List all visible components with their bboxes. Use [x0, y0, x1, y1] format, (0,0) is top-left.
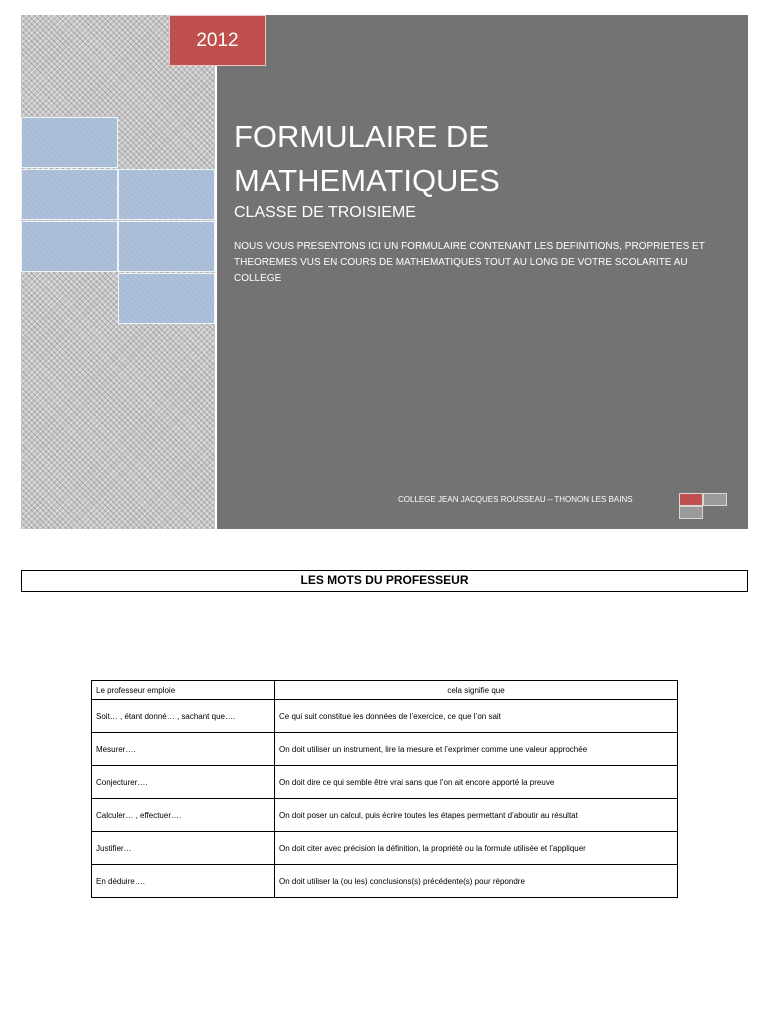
decorative-tile: [118, 273, 215, 324]
document-subtitle: CLASSE DE TROISIEME: [234, 204, 416, 221]
document-description: NOUS VOUS PRESENTONS ICI UN FORMULAIRE CONTENANT LES DEFINITIONS, PROPRIETES ET THEOREMES VUS EN COURS DE MATHEMATIQUES TOUT AU LONG DE VOTRE SCOLARITE AU COLLEGE: [234, 241, 705, 284]
decorative-pattern: [21, 15, 215, 529]
table-cell-meaning: On doit utiliser la (ou les) conclusions(s) précédente(s) pour répondre: [275, 865, 678, 898]
table-cell-term: Mesurer….: [92, 733, 275, 766]
table-row: [92, 799, 678, 832]
decorative-tile: [118, 221, 215, 272]
decorative-tile: [21, 169, 118, 220]
title-line-1: FORMULAIRE DE: [234, 119, 489, 154]
decorative-tile: [118, 169, 215, 220]
year-badge: 2012: [169, 15, 266, 66]
decorative-tile: [21, 221, 118, 272]
section-title: LES MOTS DU PROFESSEUR: [21, 570, 748, 592]
table-cell-meaning: On doit poser un calcul, puis écrire toutes les étapes permettant d’aboutir au résultat: [275, 799, 678, 832]
decorative-square: [703, 493, 727, 506]
decorative-square: [679, 493, 703, 506]
table-cell-meaning: On doit utiliser un instrument, lire la mesure et l’exprimer comme une valeur approchée: [275, 733, 678, 766]
table-row: [92, 832, 678, 865]
cover-page: [21, 15, 748, 529]
table-header-row: [92, 681, 678, 700]
table-cell-meaning: On doit citer avec précision la définition, la propriété ou la formule utilisée et l’appliquer: [275, 832, 678, 865]
column-header: Le professeur emploie: [92, 681, 275, 700]
table-row: [92, 700, 678, 733]
column-header: cela signifie que: [275, 681, 678, 700]
table-cell-meaning: On doit dire ce qui semble être vrai sans que l’on ait encore apporté la preuve: [275, 766, 678, 799]
table-cell-term: En déduire….: [92, 865, 275, 898]
table-row: [92, 865, 678, 898]
table-row: [92, 766, 678, 799]
vocabulary-table: [91, 680, 678, 898]
table-cell-meaning: Ce qui suit constitue les données de l’exercice, ce que l’on sait: [275, 700, 678, 733]
table-cell-term: Justifier…: [92, 832, 275, 865]
title-line-2: MATHEMATIQUES: [234, 163, 500, 198]
table-cell-term: Conjecturer….: [92, 766, 275, 799]
decorative-tile: [21, 117, 118, 168]
table-row: [92, 733, 678, 766]
document-title: [234, 115, 734, 203]
divider: [215, 15, 217, 529]
decorative-square: [679, 506, 703, 519]
school-footer: COLLEGE JEAN JACQUES ROUSSEAU – THONON LES BAINS: [398, 495, 633, 504]
table-cell-term: Soit… , étant donné… , sachant que….: [92, 700, 275, 733]
table-cell-term: Calculer… , effectuer….: [92, 799, 275, 832]
